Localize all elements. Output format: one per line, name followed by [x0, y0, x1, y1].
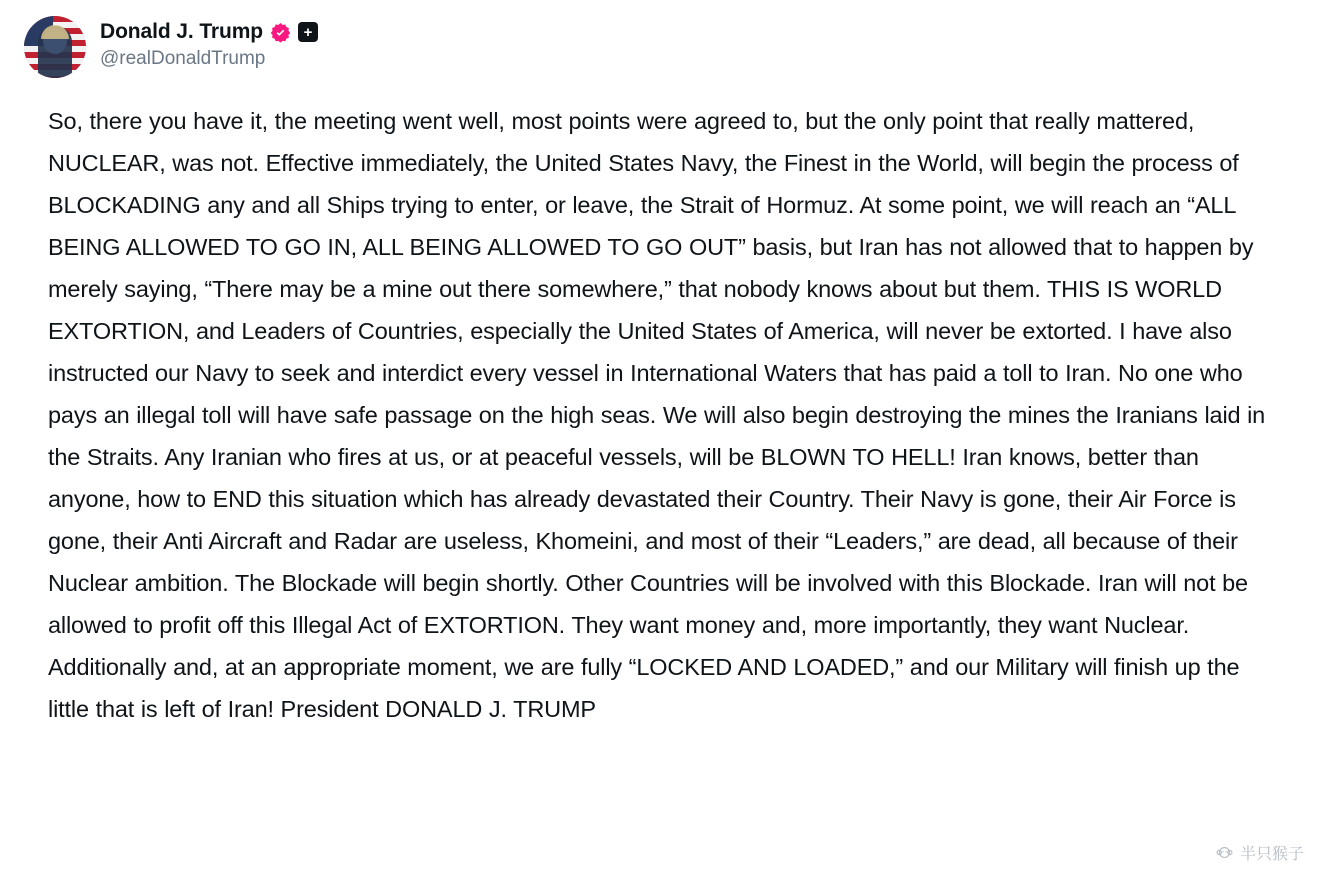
author-names: [100, 16, 318, 71]
avatar[interactable]: [24, 16, 86, 78]
author-display-name[interactable]: Donald J. Trump: [100, 20, 264, 43]
watermark-label: 半只猴子: [1239, 846, 1304, 863]
post-text: So, there you have it, the meeting went well, most points were agreed to, but the only point that really mattered, NUCLEAR, was not. Effective immediately, the United States Navy, the Finest in the World, will begin the process of BLOCKADING any and all Ships trying to enter, or leave, the Strait of Hormuz. At some point, we will reach an “ALL BEING ALLOWED TO GO IN, ALL BEING ALLOWED TO GO OUT” basis, but Iran has not allowed that to happen by merely saying, “There may be a mine out there somewhere,” that nobody knows about but them. THIS IS WORLD EXTORTION, and Leaders of Countries, especially the United States of America, will never be extorted. I have also instructed our Navy to seek and interdict every vessel in International Waters that has paid a toll to Iran. No one who pays an illegal toll will have safe passage on the high seas. We will also begin destroying the mines the Iranians laid in the Straits. Any Iranian who fires at us, or at peaceful vessels, will be BLOWN TO HELL! Iran knows, better than anyone, how to END this situation which has already devastated their Country. Their Navy is gone, their Air Force is gone, their Anti Aircraft and Radar are useless, Khomeini, and most of their “Leaders,” are dead, all because of their Nuclear ambition. The Blockade will begin shortly. Other Countries will be involved with this Blockade. Iran will not be allowed to profit off this Illegal Act of EXTORTION. They want money and, more importantly, they want Nuclear. Additionally and, at an appropriate moment, we are fully “LOCKED AND LOADED,” and our Military will finish up the little that is left of Iran! President DONALD J. TRUMP: [48, 108, 1272, 722]
author-name-row: [100, 20, 318, 44]
plus-badge-icon[interactable]: +: [298, 22, 318, 42]
verified-badge-icon[interactable]: [270, 22, 291, 43]
monkey-logo-icon: [1216, 844, 1233, 861]
post-header: [24, 16, 1296, 94]
watermark: [1216, 841, 1304, 864]
author-handle[interactable]: @realDonaldTrump: [100, 48, 266, 70]
